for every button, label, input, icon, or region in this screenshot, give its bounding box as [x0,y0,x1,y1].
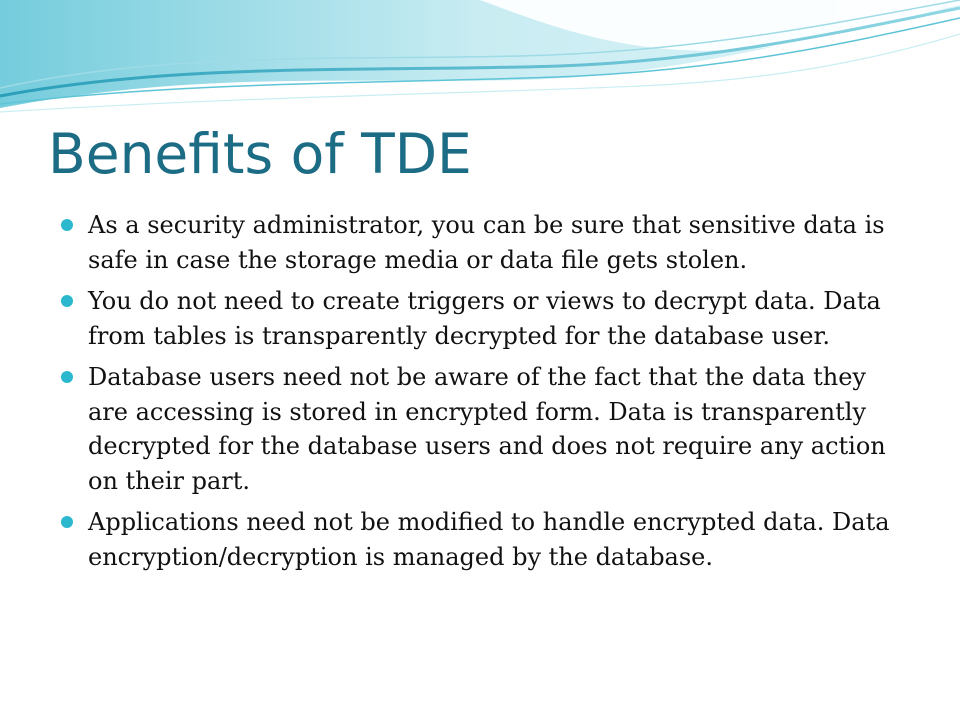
bullet-item [60,505,900,574]
bullet-text: Database users need not be aware of the fact that the data they are accessing is stored in encrypted form. Data is transparently decrypted for the database users and does not require any action on their part. [88,363,886,495]
bullet-text: Applications need not be modified to handle encrypted data. Data encryption/decryption is managed by the database. [88,508,890,571]
bullet-item [60,360,900,498]
slide-title: Benefits of TDE [48,122,472,186]
bullet-item [60,284,900,353]
bullet-dot-icon [61,295,73,307]
bullet-text: You do not need to create triggers or views to decrypt data. Data from tables is transparently decrypted for the database user. [88,287,881,350]
bullet-list [60,208,900,581]
bullet-item [60,208,900,277]
bullet-dot-icon [61,371,73,383]
bullet-dot-icon [61,516,73,528]
bullet-text: As a security administrator, you can be sure that sensitive data is safe in case the storage media or data file gets stolen. [88,211,885,274]
decorative-wave-banner [0,0,960,120]
bullet-dot-icon [61,219,73,231]
